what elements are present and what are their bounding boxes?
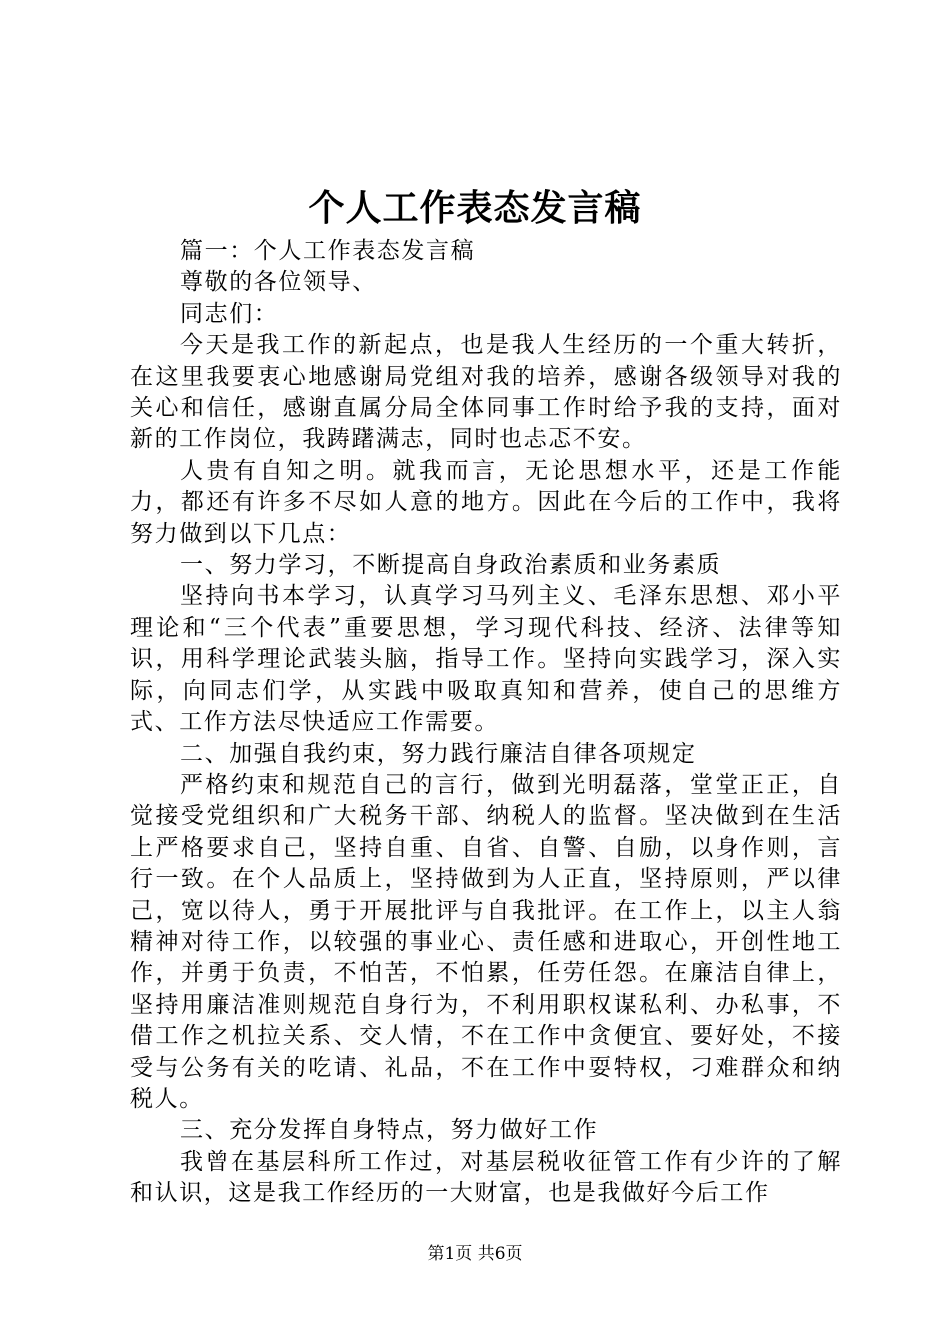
document-title: 个人工作表态发言稿 <box>308 187 642 229</box>
salutation-line: 尊敬的各位领导、 <box>180 269 377 296</box>
section-heading: 二、加强自我约束，努力践行廉洁自律各项规定 <box>180 740 697 767</box>
body-paragraph: 人贵有自知之明。就我而言，无论思想水平，还是工作能力，都还有许多不尽如人意的地方。因此在今后的工作中，我将努力做到以下几点： <box>130 457 842 547</box>
section-heading: 一、努力学习，不断提高自身政治素质和业务素质 <box>180 552 722 579</box>
body-paragraph: 我曾在基层科所工作过，对基层税收征管工作有少许的了解和认识，这是我工作经历的一大财富，也是我做好今后工作 <box>130 1148 842 1207</box>
salutation-line: 同志们： <box>180 300 279 327</box>
body-paragraph: 今天是我工作的新起点，也是我人生经历的一个重大转折，在这里我要衷心地感谢局党组对我的培养，感谢各级领导对我的关心和信任，感谢直属分局全体同事工作时给予我的支持，面对新的工作岗位，我踌躇满志，同时也忐忑不安。 <box>130 332 842 453</box>
document-body <box>130 236 842 1210</box>
section-heading: 三、充分发挥自身特点，努力做好工作 <box>180 1117 599 1144</box>
body-paragraph: 坚持向书本学习，认真学习马列主义、毛泽东思想、邓小平理论和“三个代表”重要思想，学习现代科技、经济、法律等知识，用科学理论武装头脑，指导工作。坚持向实践学习，深入实际，向同志们学，从实践中吸取真知和营养，使自己的思维方式、工作方法尽快适应工作需要。 <box>130 583 842 736</box>
page-footer: 第1页 共6页 <box>427 1244 523 1264</box>
section-heading-part-one: 篇一：个人工作表态发言稿 <box>180 238 476 264</box>
body-paragraph: 严格约束和规范自己的言行，做到光明磊落，堂堂正正，自觉接受党组织和广大税务干部、纳税人的监督。坚决做到在生活上严格要求自己，坚持自重、自省、自警、自励，以身作则，言行一致。在个人品质上，坚持做到为人正直，坚持原则，严以律己，宽以待人，勇于开展批评与自我批评。在工作上，以主人翁精神对待工作，以较强的事业心、责任感和进取心，开创性地工作，并勇于负责，不怕苦，不怕累，任劳任怨。在廉洁自律上，坚持用廉洁准则规范自身行为，不利用职权谋私利、办私事，不借工作之机拉关系、交人情，不在工作中贪便宜、要好处，不接受与公务有关的吃请、礼品，不在工作中耍特权，刁难群众和纳税人。 <box>130 771 842 1112</box>
